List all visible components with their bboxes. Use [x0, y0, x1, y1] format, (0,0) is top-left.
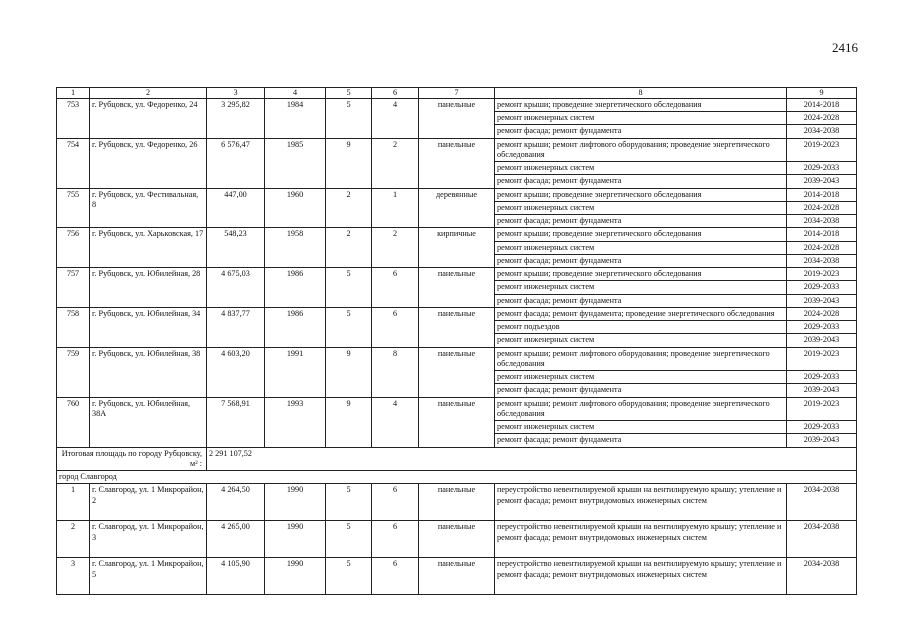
period-cell: 2019-2023 [787, 347, 857, 371]
work-cell: переустройство невентилируемой крыши на вентилируемую крышу; утепление и ремонт фасада; ремонт внутридомовых инженерных систем [495, 558, 787, 595]
period-cell: 2019-2023 [787, 268, 857, 281]
work-cell: ремонт инженерных систем [495, 334, 787, 347]
period-cell: 2034-2038 [787, 521, 857, 558]
section-title: город Славгород [57, 471, 857, 484]
period-cell: 2024-2028 [787, 112, 857, 125]
total-value: 2 291 107,52 [207, 447, 857, 471]
period-cell: 2034-2038 [787, 254, 857, 267]
year-cell: 1990 [265, 484, 326, 521]
year-cell: 1960 [265, 188, 326, 228]
work-cell: ремонт крыши; проведение энергетического обследования [495, 228, 787, 241]
entrances-cell: 6 [372, 521, 419, 558]
table-row [57, 188, 857, 201]
area-cell: 4 837,77 [207, 307, 265, 347]
total-row [57, 447, 857, 471]
period-cell: 2014-2018 [787, 98, 857, 111]
floors-cell: 2 [326, 188, 372, 228]
period-cell: 2034-2038 [787, 558, 857, 595]
area-cell: 548,23 [207, 228, 265, 268]
repair-schedule-table [56, 87, 857, 595]
period-cell: 2014-2018 [787, 228, 857, 241]
work-cell: ремонт инженерных систем [495, 241, 787, 254]
material-cell: панельные [419, 138, 495, 188]
table-row [57, 307, 857, 320]
row-number: 3 [57, 558, 90, 595]
table-row [57, 228, 857, 241]
work-cell: ремонт инженерных систем [495, 201, 787, 214]
header-cell: 8 [495, 88, 787, 99]
floors-cell: 9 [326, 397, 372, 447]
year-cell: 1986 [265, 307, 326, 347]
table-row [57, 138, 857, 162]
period-cell: 2039-2043 [787, 384, 857, 397]
work-cell: ремонт фасада; ремонт фундамента; проведение энергетического обследования [495, 307, 787, 320]
row-number: 755 [57, 188, 90, 228]
work-cell: ремонт инженерных систем [495, 112, 787, 125]
material-cell: кирпичные [419, 228, 495, 268]
floors-cell: 2 [326, 228, 372, 268]
work-cell: ремонт крыши; проведение энергетического обследования [495, 268, 787, 281]
table-row [57, 521, 857, 558]
work-cell: переустройство невентилируемой крыши на вентилируемую крышу; утепление и ремонт фасада; ремонт внутридомовых инженерных систем [495, 484, 787, 521]
address-cell: г. Рубцовск, ул. Юбилейная, 28 [90, 268, 207, 308]
floors-cell: 5 [326, 521, 372, 558]
work-cell: ремонт инженерных систем [495, 162, 787, 175]
header-cell: 4 [265, 88, 326, 99]
table-row [57, 397, 857, 421]
floors-cell: 5 [326, 558, 372, 595]
address-cell: г. Славгород, ул. 1 Микрорайон, 3 [90, 521, 207, 558]
address-cell: г. Рубцовск, ул. Юбилейная, 38А [90, 397, 207, 447]
row-number: 754 [57, 138, 90, 188]
period-cell: 2019-2023 [787, 138, 857, 162]
year-cell: 1986 [265, 268, 326, 308]
area-cell: 7 568,91 [207, 397, 265, 447]
year-cell: 1958 [265, 228, 326, 268]
area-cell: 4 105,90 [207, 558, 265, 595]
period-cell: 2029-2033 [787, 421, 857, 434]
row-number: 756 [57, 228, 90, 268]
header-cell: 5 [326, 88, 372, 99]
period-cell: 2029-2033 [787, 371, 857, 384]
work-cell: ремонт фасада; ремонт фундамента [495, 125, 787, 138]
row-number: 753 [57, 98, 90, 138]
area-cell: 4 264,50 [207, 484, 265, 521]
row-number: 757 [57, 268, 90, 308]
period-cell: 2029-2033 [787, 281, 857, 294]
table-row [57, 268, 857, 281]
row-number: 1 [57, 484, 90, 521]
year-cell: 1993 [265, 397, 326, 447]
header-cell: 3 [207, 88, 265, 99]
work-cell: ремонт фасада; ремонт фундамента [495, 434, 787, 447]
address-cell: г. Рубцовск, ул. Фестивальная, 8 [90, 188, 207, 228]
year-cell: 1991 [265, 347, 326, 397]
area-cell: 4 675,03 [207, 268, 265, 308]
period-cell: 2039-2043 [787, 434, 857, 447]
entrances-cell: 4 [372, 397, 419, 447]
address-cell: г. Рубцовск, ул. Юбилейная, 38 [90, 347, 207, 397]
period-cell: 2039-2043 [787, 334, 857, 347]
floors-cell: 5 [326, 307, 372, 347]
table-row [57, 558, 857, 595]
material-cell: панельные [419, 397, 495, 447]
period-cell: 2034-2038 [787, 125, 857, 138]
entrances-cell: 6 [372, 484, 419, 521]
header-row [57, 88, 857, 99]
work-cell: ремонт подъездов [495, 321, 787, 334]
header-cell: 2 [90, 88, 207, 99]
period-cell: 2034-2038 [787, 484, 857, 521]
period-cell: 2024-2028 [787, 201, 857, 214]
header-cell: 7 [419, 88, 495, 99]
period-cell: 2029-2033 [787, 321, 857, 334]
work-cell: ремонт крыши; проведение энергетического обследования [495, 188, 787, 201]
entrances-cell: 6 [372, 268, 419, 308]
header-cell: 1 [57, 88, 90, 99]
work-cell: ремонт фасада; ремонт фундамента [495, 294, 787, 307]
row-number: 2 [57, 521, 90, 558]
row-number: 758 [57, 307, 90, 347]
work-cell: ремонт фасада; ремонт фундамента [495, 215, 787, 228]
material-cell: панельные [419, 98, 495, 138]
header-cell: 6 [372, 88, 419, 99]
section-row [57, 471, 857, 484]
entrances-cell: 2 [372, 138, 419, 188]
floors-cell: 5 [326, 268, 372, 308]
floors-cell: 5 [326, 98, 372, 138]
material-cell: панельные [419, 484, 495, 521]
page-number: 2416 [832, 40, 858, 55]
floors-cell: 5 [326, 484, 372, 521]
period-cell: 2024-2028 [787, 241, 857, 254]
area-cell: 6 576,47 [207, 138, 265, 188]
header-cell: 9 [787, 88, 857, 99]
work-cell: ремонт инженерных систем [495, 281, 787, 294]
year-cell: 1985 [265, 138, 326, 188]
address-cell: г. Славгород, ул. 1 Микрорайон, 5 [90, 558, 207, 595]
period-cell: 2019-2023 [787, 397, 857, 421]
work-cell: ремонт инженерных систем [495, 371, 787, 384]
address-cell: г. Рубцовск, ул. Юбилейная, 34 [90, 307, 207, 347]
area-cell: 4 265,00 [207, 521, 265, 558]
entrances-cell: 4 [372, 98, 419, 138]
year-cell: 1990 [265, 521, 326, 558]
area-cell: 447,00 [207, 188, 265, 228]
work-cell: ремонт фасада; ремонт фундамента [495, 254, 787, 267]
work-cell: ремонт крыши; ремонт лифтового оборудования; проведение энергетического обследования [495, 347, 787, 371]
year-cell: 1984 [265, 98, 326, 138]
table-row [57, 98, 857, 111]
entrances-cell: 2 [372, 228, 419, 268]
table-row [57, 484, 857, 521]
period-cell: 2014-2018 [787, 188, 857, 201]
address-cell: г. Славгород, ул. 1 Микрорайон, 2 [90, 484, 207, 521]
work-cell: ремонт крыши; ремонт лифтового оборудования; проведение энергетического обследования [495, 138, 787, 162]
row-number: 760 [57, 397, 90, 447]
entrances-cell: 1 [372, 188, 419, 228]
work-cell: ремонт фасада; ремонт фундамента [495, 384, 787, 397]
period-cell: 2024-2028 [787, 307, 857, 320]
entrances-cell: 6 [372, 307, 419, 347]
work-cell: ремонт крыши; ремонт лифтового оборудования; проведение энергетического обследования [495, 397, 787, 421]
floors-cell: 9 [326, 347, 372, 397]
entrances-cell: 8 [372, 347, 419, 397]
year-cell: 1990 [265, 558, 326, 595]
material-cell: панельные [419, 347, 495, 397]
area-cell: 3 295,82 [207, 98, 265, 138]
address-cell: г. Рубцовск, ул. Федоренко, 26 [90, 138, 207, 188]
material-cell: панельные [419, 268, 495, 308]
period-cell: 2029-2033 [787, 162, 857, 175]
floors-cell: 9 [326, 138, 372, 188]
material-cell: панельные [419, 521, 495, 558]
material-cell: деревянные [419, 188, 495, 228]
total-label: Итоговая площадь по городу Рубцовску, м² : [57, 447, 207, 471]
work-cell: ремонт фасада; ремонт фундамента [495, 175, 787, 188]
material-cell: панельные [419, 558, 495, 595]
period-cell: 2034-2038 [787, 215, 857, 228]
table-row [57, 347, 857, 371]
address-cell: г. Рубцовск, ул. Федоренко, 24 [90, 98, 207, 138]
work-cell: ремонт крыши; проведение энергетического обследования [495, 98, 787, 111]
material-cell: панельные [419, 307, 495, 347]
period-cell: 2039-2043 [787, 175, 857, 188]
work-cell: ремонт инженерных систем [495, 421, 787, 434]
period-cell: 2039-2043 [787, 294, 857, 307]
address-cell: г. Рубцовск, ул. Харьковская, 17 [90, 228, 207, 268]
area-cell: 4 603,20 [207, 347, 265, 397]
entrances-cell: 6 [372, 558, 419, 595]
row-number: 759 [57, 347, 90, 397]
work-cell: переустройство невентилируемой крыши на вентилируемую крышу; утепление и ремонт фасада; ремонт внутридомовых инженерных систем [495, 521, 787, 558]
